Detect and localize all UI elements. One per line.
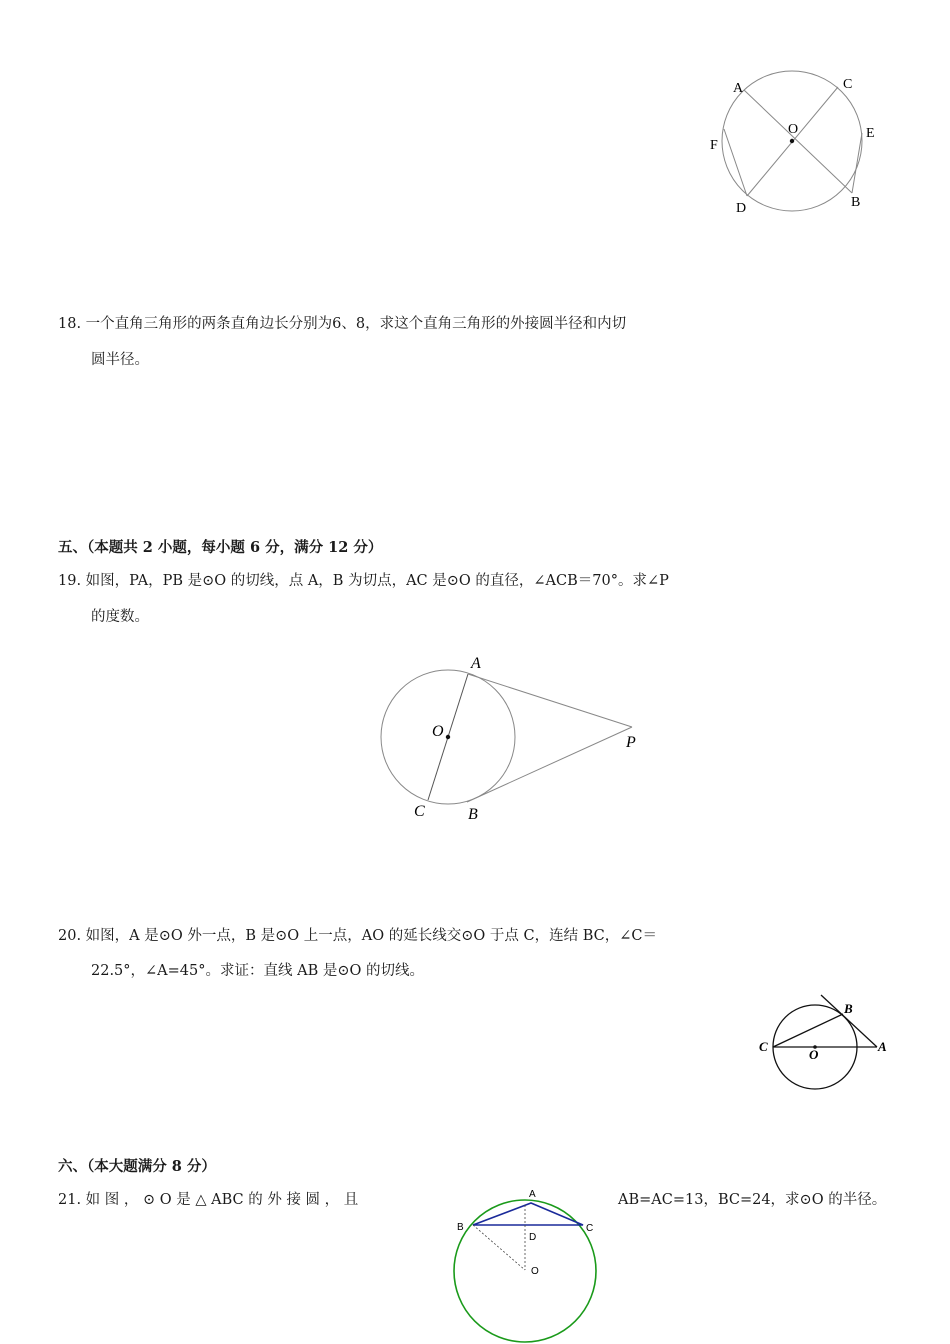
label-B: B [457,1222,464,1233]
figure-circle-diameters [700,65,890,225]
label-O: O [809,1047,819,1062]
label-O: O [531,1266,539,1277]
label-A: A [529,1189,536,1200]
label-O: O [788,122,799,137]
label-C: C [414,803,425,820]
label-D: D [736,201,747,216]
label-A: A [471,655,481,672]
section-6-heading: 六、（本大题满分 8 分） [58,1158,216,1175]
question-19-line2: 的度数。 [91,609,149,625]
figure-circumscribed-circle [445,1180,615,1344]
label-C: C [759,1039,768,1054]
label-A: A [878,1039,887,1054]
label-C: C [843,77,853,92]
label-D: D [529,1232,537,1243]
question-20-line2: 22.5°，∠A=45°。求证：直线 AB 是⊙O 的切线。 [91,963,424,979]
section-5-heading: 五、（本题共 2 小题，每小题 6 分，满分 12 分） [58,539,383,556]
label-C: C [586,1223,594,1234]
label-B: B [468,806,478,823]
question-18-line2: 圆半径。 [91,352,149,368]
question-18-line1: 18. 一个直角三角形的两条直角边长分别为6、8，求这个直角三角形的外接圆半径和内切 [58,316,627,332]
label-P: P [626,734,636,751]
question-19-line1: 19. 如图，PA，PB 是⊙O 的切线，点 A，B 为切点，AC 是⊙O 的直径，∠ACB＝70°。求∠P [58,573,669,589]
label-O: O [432,723,444,740]
label-E: E [866,126,875,141]
question-21-left: 21. 如 图 ， ⊙ O 是 △ ABC 的 外 接 圆 ， 且 [58,1192,359,1208]
label-F: F [710,138,718,153]
figure-tangent-proof [755,990,895,1095]
label-A: A [733,81,744,96]
label-B: B [844,1001,853,1016]
label-B: B [851,195,861,210]
question-20-line1: 20. 如图，A 是⊙O 外一点，B 是⊙O 上一点，AO 的延长线交⊙O 于点 C，连结 BC，∠C＝ [58,928,657,944]
figure-tangent-lines [370,648,650,828]
question-21-right: AB=AC=13，BC=24，求⊙O 的半径。 [618,1192,887,1208]
